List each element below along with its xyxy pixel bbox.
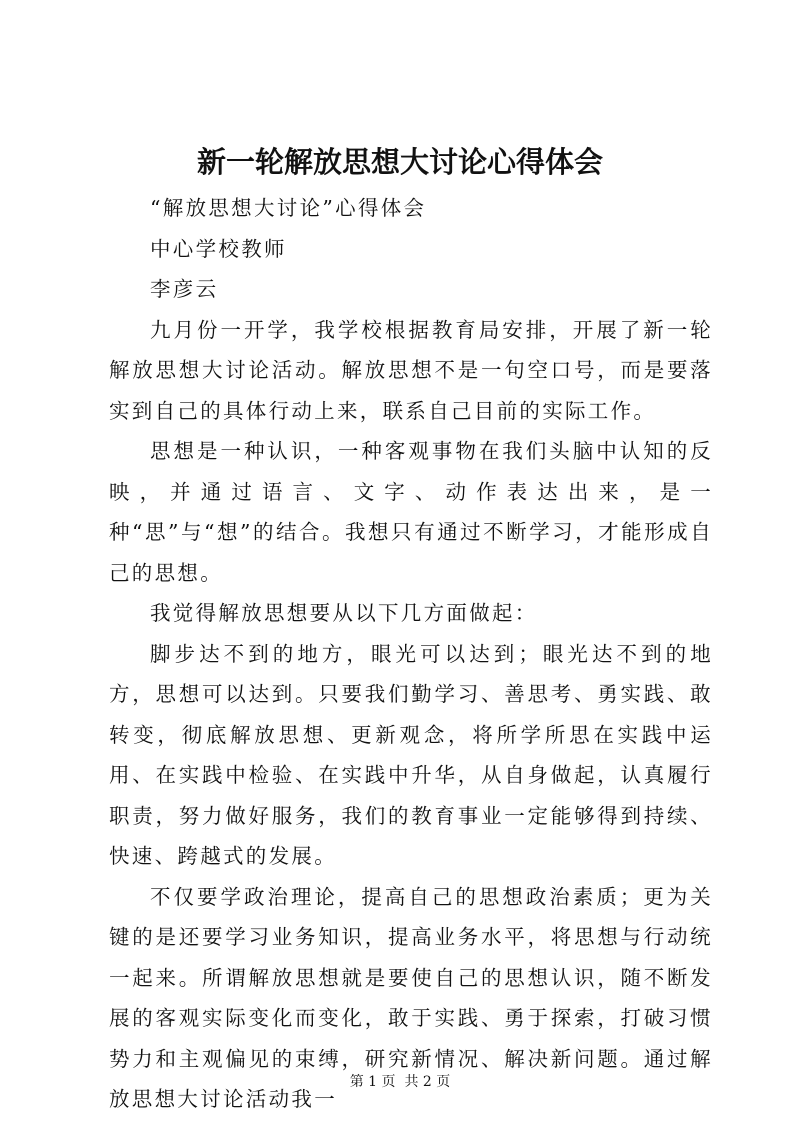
subtitle-paragraph: “解放思想大讨论”心得体会 <box>150 196 427 220</box>
document-title: 新一轮解放思想大讨论心得体会 <box>196 145 603 179</box>
body-paragraph: 九月份一开学，我学校根据教育局安排，开展了新一轮解放思想大讨论活动。解放思想不是一句空口号，而是要落实到自己的具体行动上来，联系自己目前的实际工作。 <box>109 317 713 423</box>
body-paragraph: 脚步达不到的地方，眼光可以达到；眼光达不到的地方，思想可以达到。只要我们勤学习、善思考、勇实践、敢转变，彻底解放思想、更新观念，将所学所思在实践中运用、在实践中检验、在实践中升华，从自身做起，认真履行职责，努力做好服务，我们的教育事业一定能够得到持续、快速、跨越式的发展。 <box>109 641 713 868</box>
author-affiliation-paragraph: 中心学校教师 <box>150 236 287 261</box>
page-number-label: 第 1 页 共 2 页 <box>349 1074 451 1090</box>
page-footer <box>0 1072 800 1092</box>
author-name-paragraph: 李彦云 <box>150 277 219 301</box>
body-paragraph: 不仅要学政治理论，提高自己的思想政治素质；更为关键的是还要学习业务知识，提高业务水平，将思想与行动统一起来。所谓解放思想就是要使自己的思想认识，随不断发展的客观实际变化而变化，敢于实践、勇于探索，打破习惯势力和主观偏见的束缚，研究新情况、解决新问题。通过解放思想大讨论活动我一 <box>109 884 713 1111</box>
body-paragraph: 我觉得解放思想要从以下几方面做起： <box>150 601 538 625</box>
document-body <box>109 188 713 1120</box>
body-paragraph: 思想是一种认识，一种客观事物在我们头脑中认知的反映，并通过语言、文字、动作表达出来，是一种“思”与“想”的结合。我想只有通过不断学习，才能形成自己的思想。 <box>109 439 713 585</box>
